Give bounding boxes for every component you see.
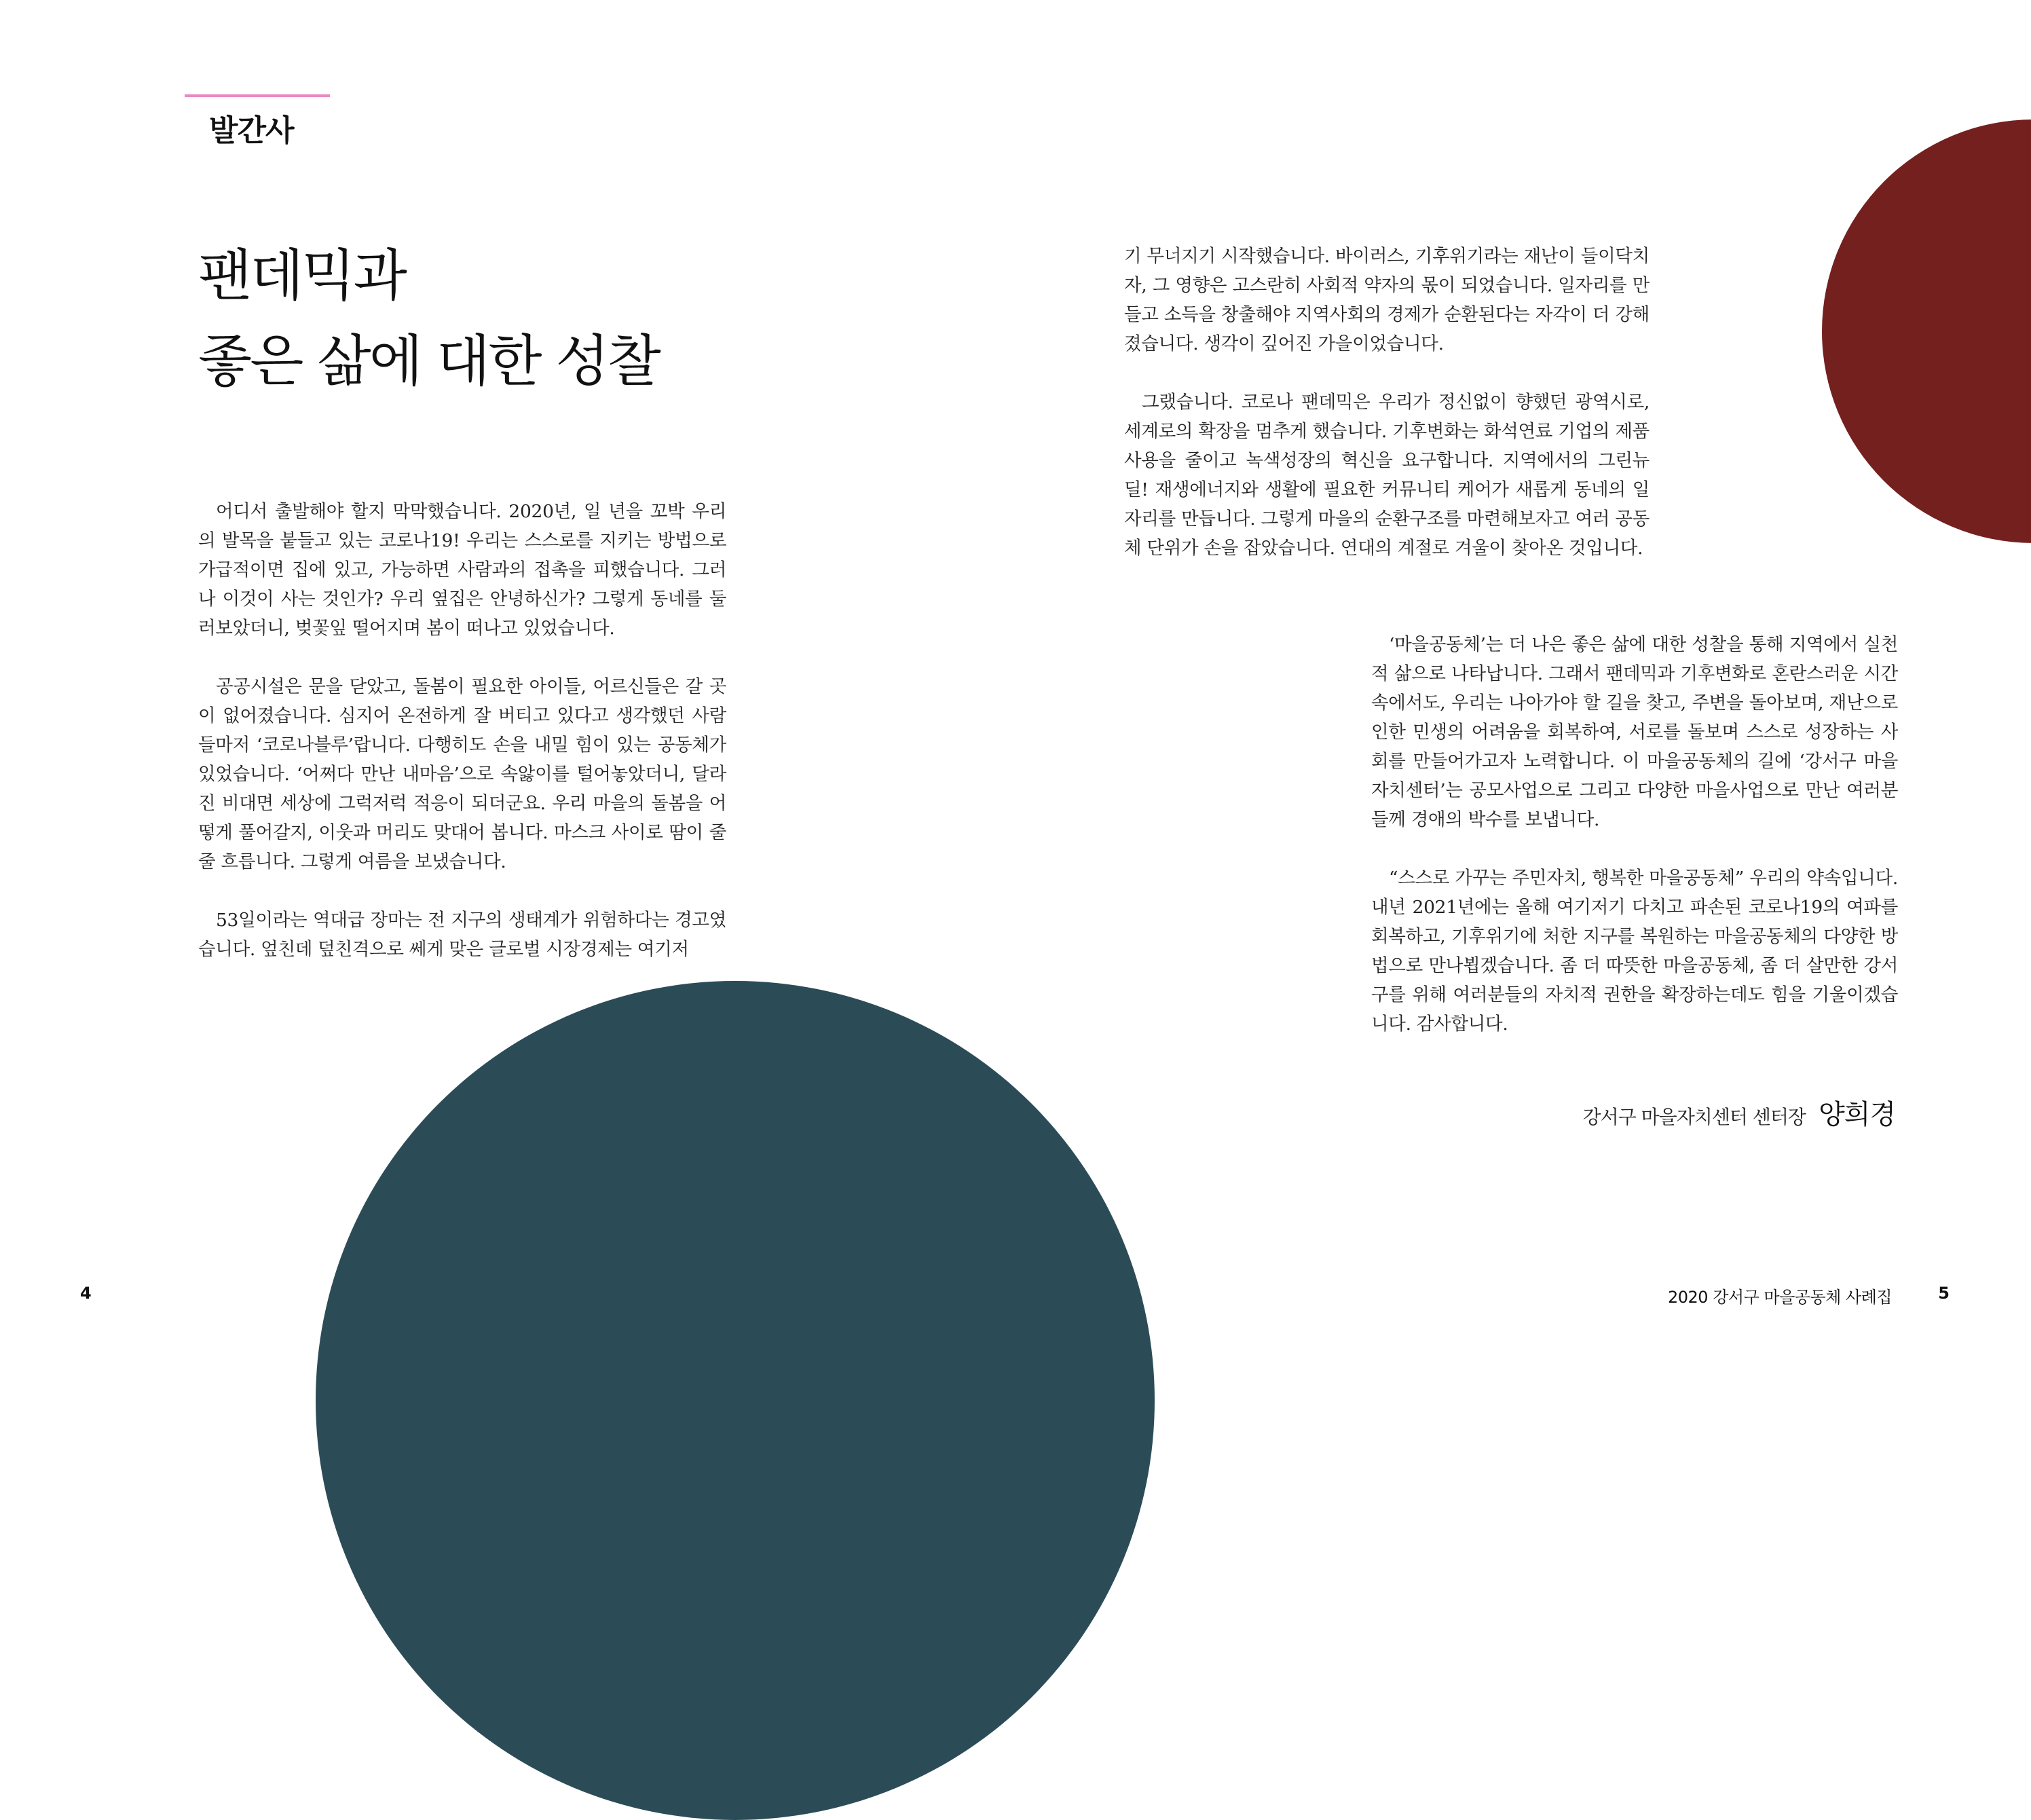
paragraph: 그랬습니다. 코로나 팬데믹은 우리가 정신없이 향했던 광역시로, 세계로의 확장을 멈추게 했습니다. 기후변화는 화석연료 기업의 제품 사용을 줄이고 녹색성장의 혁신을 요구합니다. 지역에서의 그린뉴딜! 재생에너지와 생활에 필요한 커뮤니티 케어가 새롭게 동네의 일자리를 만듭니다. 그렇게 마을의 순환구조를 마련해보자고 여러 공동체 단위가 손을 잡았습니다. 연대의 계절로 겨울이 찾아온 것입니다. (1124, 392, 1650, 559)
paragraph: 공공시설은 문을 닫았고, 돌봄이 필요한 아이들, 어르신들은 갈 곳이 없어졌습니다. 심지어 온전하게 잘 버티고 있다고 생각했던 사람들마저 ‘코로나블루’랍니다. 다행히도 손을 내밀 힘이 있는 공동체가 있었습니다. ‘어쩌다 만난 내마음’으로 속앓이를 털어놓았더니, 달라진 비대면 세상에 그럭저럭 적응이 되더군요. 우리 마을의 돌봄을 어떻게 풀어갈지, 이웃과 머리도 맞대어 봅니다. 마스크 사이로 땀이 줄줄 흐릅니다. 그렇게 여름을 보냈습니다. (198, 676, 726, 872)
decorative-red-circle (1822, 119, 2031, 543)
paragraph: 기 무너지기 시작했습니다. 바이러스, 기후위기라는 재난이 들이닥치자, 그 영향은 고스란히 사회적 약자의 몫이 되었습니다. 일자리를 만들고 소득을 창출해야 지역사회의 경제가 순환된다는 자각이 더 강해졌습니다. 생각이 깊어진 가을이었습니다. (1124, 246, 1650, 354)
signature-org: 강서구 마을자치센터 센터장 (1582, 1106, 1806, 1128)
body-column-right (1371, 630, 1898, 1039)
page-number-left: 4 (80, 1284, 92, 1303)
book-title: 2020 강서구 마을공동체 사례집 (1668, 1288, 1892, 1307)
decorative-teal-circle (316, 981, 1155, 1820)
signature (1583, 1093, 1895, 1132)
section-label: 발간사 (209, 113, 294, 148)
title-line-1: 팬데믹과 (198, 244, 405, 308)
body-column-left (198, 497, 726, 964)
accent-line (185, 94, 330, 97)
body-column-middle (1124, 242, 1650, 563)
paragraph: ‘마을공동체’는 더 나은 좋은 삶에 대한 성찰을 통해 지역에서 실천적 삶으로 나타납니다. 그래서 팬데믹과 기후변화로 혼란스러운 시간 속에서도, 우리는 나아가야 할 길을 찾고, 주변을 돌아보며, 재난으로 인한 민생의 어려움을 회복하여, 서로를 돌보며 스스로 성장하는 사회를 만들어가고자 노력합니다. 이 마을공동체의 길에 ‘강서구 마을자치센터’는 공모사업으로 그리고 다양한 마을사업으로 만난 여러분들께 경애의 박수를 보냅니다. (1371, 634, 1898, 830)
page-title (198, 234, 659, 405)
paragraph: 어디서 출발해야 할지 막막했습니다. 2020년, 일 년을 꼬박 우리의 발목을 붙들고 있는 코로나19! 우리는 스스로를 지키는 방법으로 가급적이면 집에 있고, 가능하면 사람과의 접촉을 피했습니다. 그러나 이것이 사는 것인가? 우리 옆집은 안녕하신가? 그렇게 동네를 둘러보았더니, 벚꽃잎 떨어지며 봄이 떠나고 있었습니다. (198, 501, 726, 639)
page-number-right: 5 (1938, 1284, 1950, 1303)
title-line-2: 좋은 삶에 대한 성찰 (198, 329, 659, 394)
paragraph: 53일이라는 역대급 장마는 전 지구의 생태계가 위험하다는 경고였습니다. 엎친데 덮친격으로 쎄게 맞은 글로벌 시장경제는 여기저 (198, 910, 726, 960)
paragraph: “스스로 가꾸는 주민자치, 행복한 마을공동체” 우리의 약속입니다. 내년 2021년에는 올해 여기저기 다치고 파손된 코로나19의 여파를 회복하고, 기후위기에 처한 지구를 복원하는 마을공동체의 다양한 방법으로 만나뵙겠습니다. 좀 더 따뜻한 마을공동체, 좀 더 살만한 강서구를 위해 여러분들의 자치적 권한을 확장하는데도 힘을 기울이겠습니다. 감사합니다. (1371, 868, 1898, 1035)
signature-name: 양희경 (1819, 1099, 1895, 1130)
